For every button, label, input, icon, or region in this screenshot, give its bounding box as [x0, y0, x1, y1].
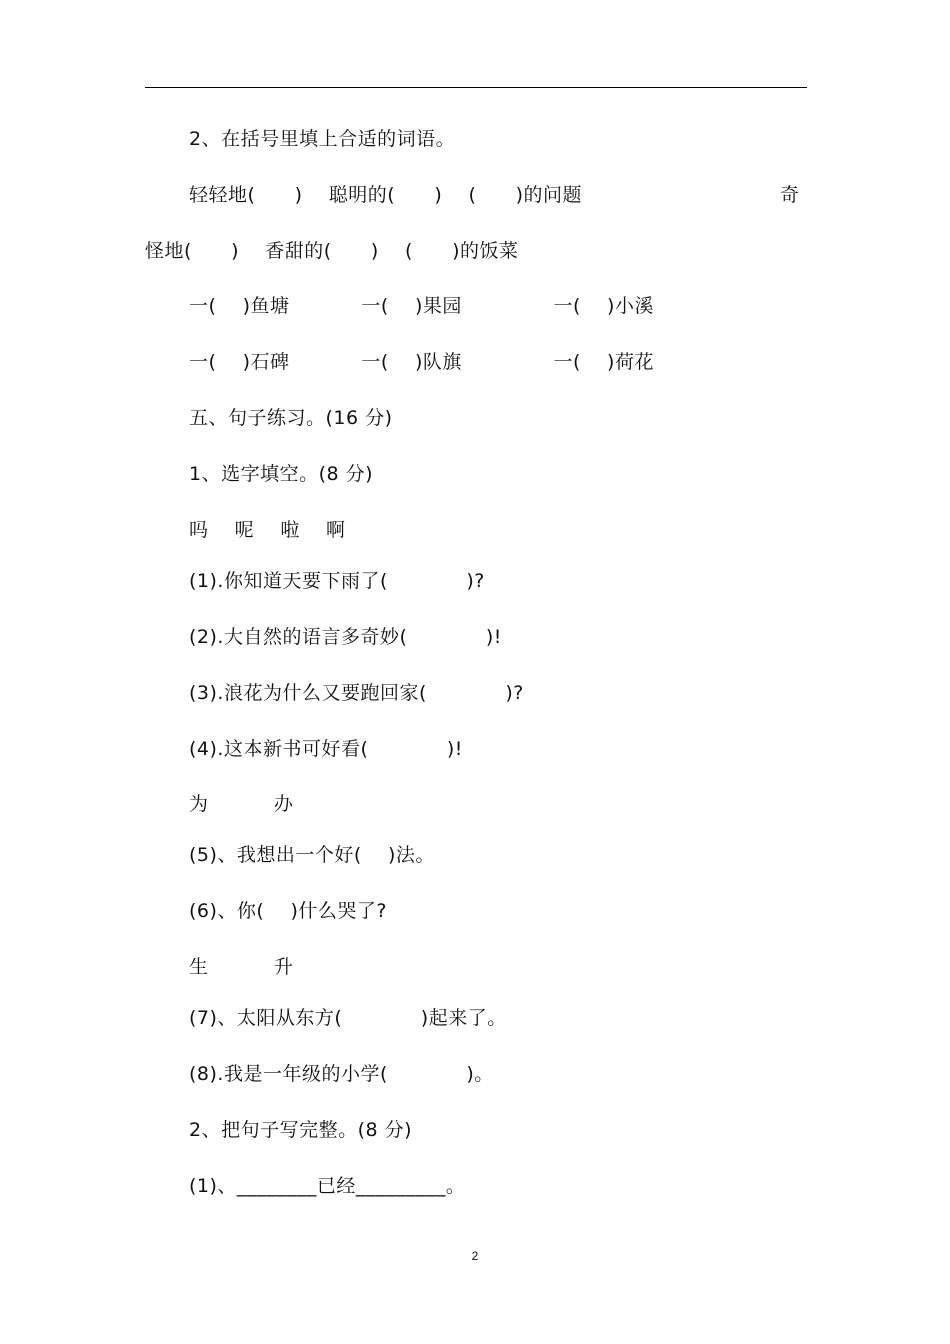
sentence-5: (5)、我想出一个好( )法。 — [189, 844, 435, 866]
fill-words-line-1-end: 奇 — [780, 184, 800, 206]
subsection-2-heading: 2、把句子写完整。(8 分) — [189, 1119, 413, 1141]
sentence-2: (2).大自然的语言多奇妙( )! — [189, 626, 502, 648]
header-rule — [145, 87, 807, 88]
fill-words-line-1: 轻轻地( ) 聪明的( ) ( )的问题 — [189, 184, 583, 206]
page-number: 2 — [471, 1249, 479, 1263]
measure-word-line-1: 一( )鱼塘 一( )果园 一( )小溪 — [189, 295, 654, 317]
fill-words-line-2: 怪地( ) 香甜的( ) ( )的饭菜 — [145, 240, 519, 262]
question-2-heading: 2、在括号里填上合适的词语。 — [189, 128, 456, 150]
measure-word-line-2: 一( )石碑 一( )队旗 一( )荷花 — [189, 351, 654, 373]
subsection-1-heading: 1、选字填空。(8 分) — [189, 463, 374, 485]
word-choices-1: 吗 呢 啦 啊 — [189, 519, 346, 541]
sentence-1: (1).你知道天要下雨了( )? — [189, 570, 485, 592]
section-5-heading: 五、句子练习。(16 分) — [189, 407, 393, 429]
sentence-4: (4).这本新书可好看( )! — [189, 738, 463, 760]
sentence-8: (8).我是一年级的小学( )。 — [189, 1063, 494, 1085]
sentence-7: (7)、太阳从东方( )起来了。 — [189, 1007, 507, 1029]
sentence-3: (3).浪花为什么又要跑回家( )? — [189, 682, 524, 704]
sentence-6: (6)、你( )什么哭了? — [189, 900, 387, 922]
word-choices-3: 生 升 — [189, 956, 294, 978]
word-choices-2: 为 办 — [189, 793, 294, 815]
complete-sentence-1: (1)、________已经_________。 — [189, 1175, 466, 1197]
